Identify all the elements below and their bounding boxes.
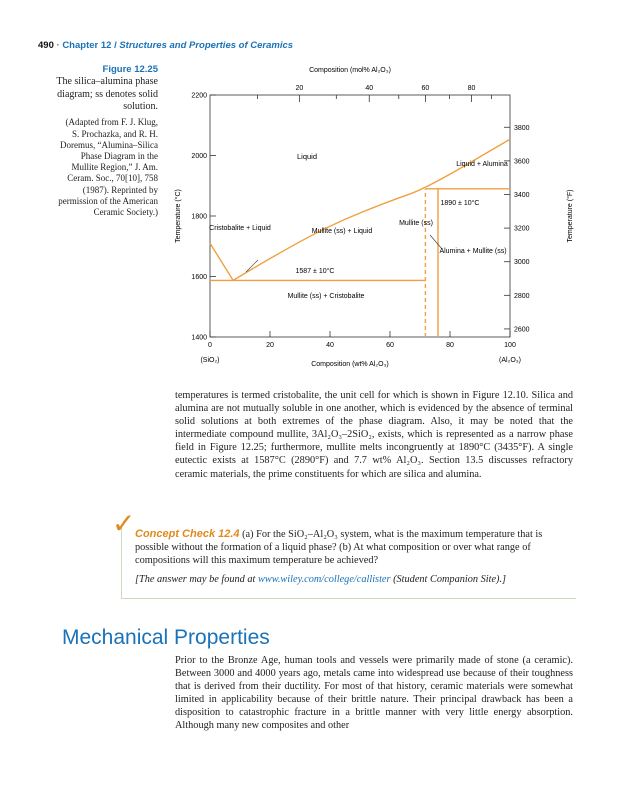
right-tick-label: 3000	[514, 259, 530, 267]
bottom-tick-label: 20	[266, 342, 274, 349]
concept-check-question: (a) For the SiO₂–Al₂O₃ system, what is the maximum temperature that is possible without the formation of a liquid phase? (b) At what composition or over what range of compositions will this maximum temperature be achieved?	[135, 529, 543, 567]
bottom-left-end-label: (SiO₂)	[200, 357, 220, 364]
right-tick-label: 3800	[514, 124, 530, 132]
figure-label: Figure 12.25	[102, 64, 158, 75]
bottom-axis-label: Composition (wt% Al₂O₃)	[311, 361, 389, 368]
liquidus-silica-line	[210, 243, 233, 280]
bottom-tick-label: 80	[446, 342, 454, 349]
region-mullite-ss: Mullite (ss)	[399, 220, 433, 227]
answer-prefix: [The answer may be found at	[135, 574, 258, 586]
concept-check	[135, 528, 573, 586]
right-tick-label: 2600	[514, 326, 530, 334]
left-tick-label: 1600	[191, 274, 207, 281]
bottom-tick-label: 0	[208, 342, 212, 349]
header-bullet: ·	[56, 40, 60, 51]
phase-diagram-svg	[160, 58, 590, 378]
chapter-title: Structures and Properties of Ceramics	[119, 40, 294, 51]
phase-diagram	[160, 58, 590, 378]
top-tick-label: 20	[295, 85, 304, 92]
left-tick-label: 1400	[191, 334, 207, 342]
top-tick-label: 60	[421, 85, 430, 92]
right-tick-label: 3200	[514, 225, 530, 233]
region-mullite-liquid: Mullite (ss) + Liquid	[311, 228, 373, 235]
left-axis-label: Temperature (°C)	[175, 189, 182, 243]
plot-frame	[210, 95, 510, 337]
top-tick-label: 40	[365, 85, 374, 92]
top-tick-label: 80	[467, 85, 476, 92]
answer-link[interactable]: www.wiley.com/college/callister	[258, 574, 391, 586]
region-liquid-alumina: Liquid + Alumina	[456, 161, 508, 168]
right-tick-label: 3400	[514, 191, 530, 199]
chapter-label: Chapter 12	[62, 40, 112, 51]
body-paragraph-2: Prior to the Bronze Age, human tools and vessels were primarily made of stone (a ceramic). Between 3000 and 4000 years ago, metals came into widespread use because of their toughness that is derived from their ductility. For most of that history, ceramic materials were somewhat limited in applicability because of their brittle nature. Their principal drawback has been a disposition to catastrophic fracture in a brittle manner with very little energy absorption. Although many new composites and other	[175, 655, 573, 732]
right-tick-label: 3600	[514, 158, 530, 166]
page-header	[38, 40, 293, 51]
left-tick-label: 2000	[191, 153, 207, 160]
section-title: Mechanical Properties	[62, 626, 270, 649]
right-tick-label: 2800	[514, 292, 530, 300]
checkmark-icon: ✓	[112, 507, 136, 540]
body-paragraph-1: temperatures is termed cristobalite, the unit cell for which is shown in Figure 12.10. Silica and alumina are not mutually soluble in one another, which is evidenced by the absence of terminal solid solutions at both extremes of the phase diagram. Also, it may be noted that the intermediate compound mullite, 3Al₂O₃–2SiO₂, exists, which is represented as a narrow phase field in Figure 12.25; furthermore, mullite melts incongruently at 1890°C (3435°F). A single eutectic exists at 1587°C (2890°F) and 7.7 wt% Al₂O₃. Section 13.5 discusses refractory ceramic materials, the prime constituents for which are silica and alumina.	[175, 390, 573, 480]
caption-source: (Adapted from F. J. Klug, S. Prochazka, and R. H. Doremus, “Alumina–Silica Phase Diagram in the Mullite Region,” J. Am. Ceram. Soc., 70[10], 758 (1987). Reprinted by permission of the American Ceramic Society.)	[58, 117, 158, 218]
mullite-leader-line	[430, 235, 442, 249]
right-axis-label: Temperature (°F)	[567, 189, 574, 243]
figure-caption	[56, 64, 158, 218]
answer-suffix: (Student Companion Site).]	[390, 574, 507, 586]
region-liquid: Liquid	[296, 152, 318, 161]
top-axis-label: Composition (mol% Al₂O₃)	[309, 67, 391, 74]
concept-check-answer	[135, 573, 573, 586]
concept-check-title: Concept Check 12.4	[135, 528, 240, 540]
bottom-tick-label: 40	[326, 342, 334, 349]
left-tick-label: 1800	[191, 213, 207, 221]
bottom-right-end-label: (Al₂O₃)	[499, 357, 521, 364]
eutectic-temperature-label: 1587 ± 10°C	[295, 268, 335, 275]
peritectic-temperature-label: 1890 ± 10°C	[440, 200, 480, 207]
left-tick-label: 2200	[191, 92, 207, 100]
header-separator: /	[114, 40, 117, 51]
region-cristobalite-liquid: Cristobalite + Liquid	[209, 225, 271, 232]
region-alumina-mullite: Alumina + Mullite (ss)	[439, 248, 507, 255]
bottom-tick-label: 60	[386, 342, 394, 349]
region-mullite-cristobalite: Mullite (ss) + Cristobalite	[287, 293, 365, 300]
caption-main: The silica–alumina phase diagram; ss denotes solid solution.	[56, 76, 158, 113]
page-number: 490	[38, 40, 54, 51]
bottom-tick-label: 100	[504, 342, 516, 349]
